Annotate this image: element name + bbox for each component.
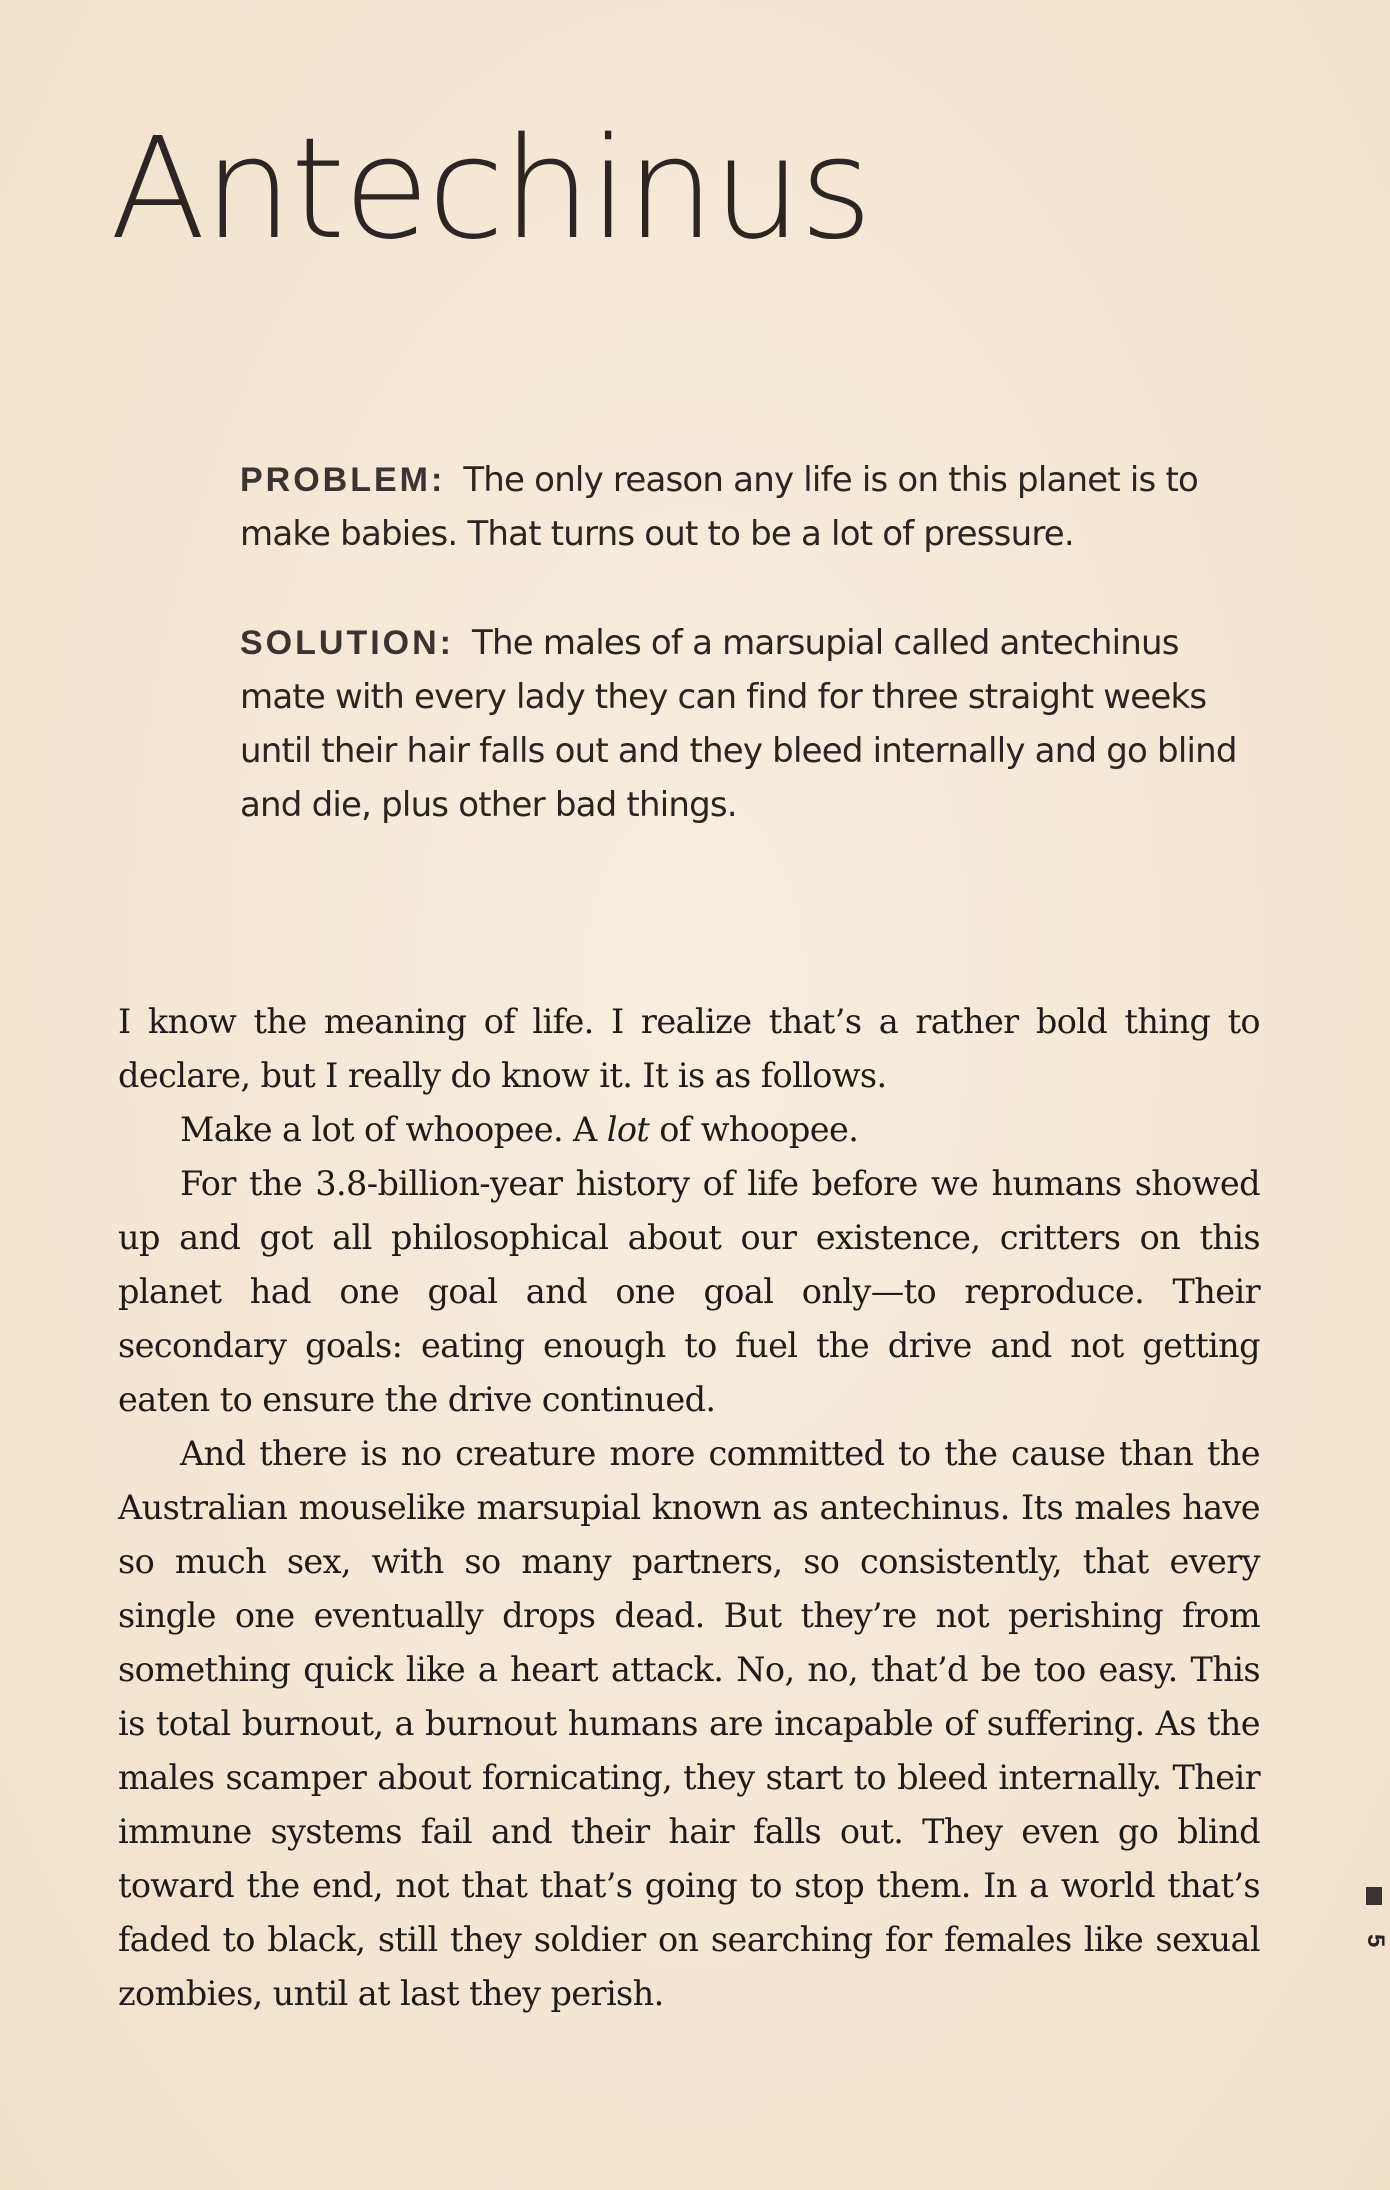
p2-after: of whoopee. <box>649 1110 859 1149</box>
problem-text: The only reason any life is on this planet is to make babies. That turns out to be a lot of pressure. <box>240 460 1199 554</box>
problem-callout <box>240 453 1260 561</box>
folio-square-mark <box>1366 1887 1382 1905</box>
page-number: 5 <box>1362 1934 1389 1948</box>
p2-before: Make a lot of whoopee. A <box>180 1110 607 1149</box>
chapter-title: Antechinus <box>110 108 871 271</box>
solution-label: SOLUTION: <box>240 624 454 662</box>
solution-text: The males of a marsupial called antechinus mate with every lady they can find for three straight weeks until their hair falls out and they bleed internally and go blind and die, plus other bad things. <box>240 623 1237 825</box>
problem-label: PROBLEM: <box>240 461 446 499</box>
body-paragraph-4: And there is no creature more committed to the cause than the Australian mouselike marsupial known as antechinus. Its males have so much sex, with so many partners, so consistently, that every single one eventually drops dead. But they’re not perishing from something quick like a heart attack. No, no, that’d be too easy. This is total burnout, a burnout humans are incapable of suffering. As the males scamper about fornicating, they start to bleed internally. Their immune systems fail and their hair falls out. They even go blind toward the end, not that that’s going to stop them. In a world that’s faded to black, still they soldier on searching for females like sexual zombies, until at last they perish. <box>118 1434 1260 2013</box>
body-paragraph-3: For the 3.8-billion-year history of life before we humans showed up and got all philosophical about our existence, critters on this planet had one goal and one goal only—to reproduce. Their secondary goals: eating enough to fuel the drive and not getting eaten to ensure the drive continued. <box>118 1164 1260 1419</box>
body-paragraph-1: I know the meaning of life. I realize that’s a rather bold thing to declare, but I really do know it. It is as follows. <box>118 1002 1260 1095</box>
chapter-body <box>118 995 1260 2021</box>
solution-callout <box>240 616 1260 832</box>
body-paragraph-2 <box>118 1103 1260 1157</box>
p2-emphasis: lot <box>606 1110 650 1149</box>
